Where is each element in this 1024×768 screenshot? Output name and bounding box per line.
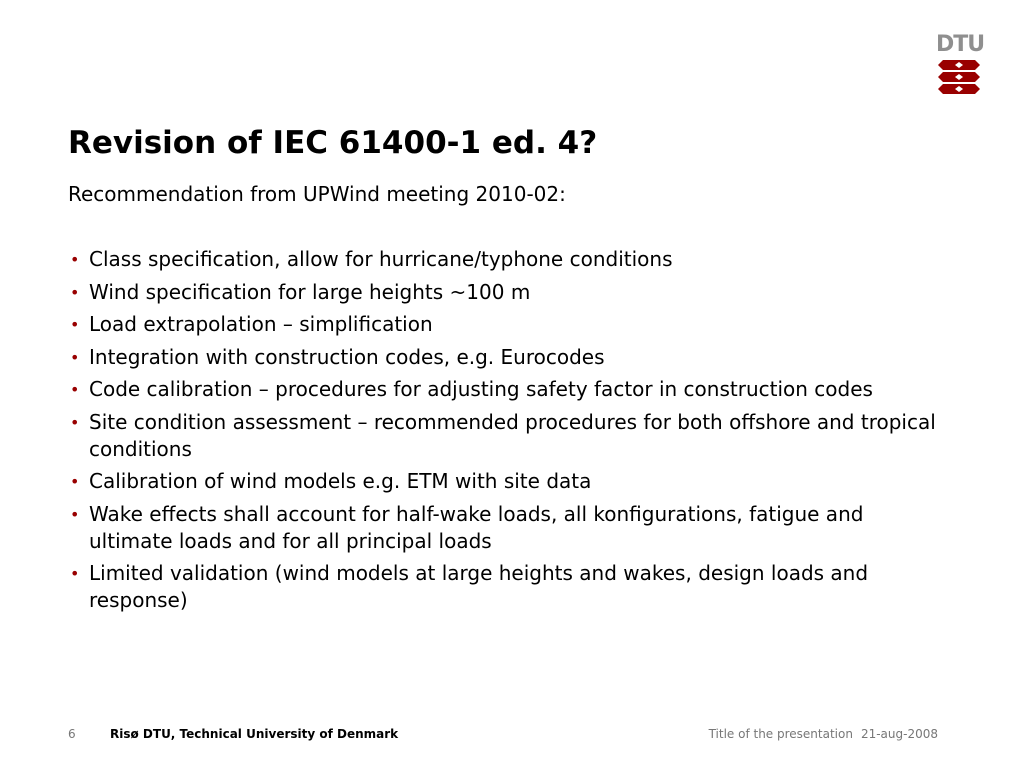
bullet-item-code-calibration [68,376,948,403]
bullet-item-wind-specification [68,279,948,306]
dtu-logo-icon [938,60,980,94]
bullet-item-site-condition [68,409,948,463]
bullet-dot-icon: • [70,472,80,491]
bullet-text: Load extrapolation – simplification [89,312,433,336]
slide-subtitle: Recommendation from UPWind meeting 2010-02: [68,182,566,206]
footer-presentation-title: Title of the presentation [708,727,853,741]
bullet-text: Class specification, allow for hurricane/typhone conditions [89,247,673,271]
bullet-text: Wind specification for large heights ~100 m [89,279,531,304]
bullet-item-wake-effects [68,501,948,555]
footer-right [709,727,938,741]
bullet-text: Integration with construction codes, e.g. Eurocodes [89,344,605,369]
bullet-dot-icon: • [70,564,80,583]
bullet-text: Code calibration – procedures for adjusting safety factor in construction codes [89,377,873,401]
bullet-item-calibration-wind-models [68,468,948,495]
bullet-dot-icon: • [70,504,80,524]
bullet-item-load-extrapolation [68,311,948,338]
bullet-text: Limited validation (wind models at large heights and wakes, design loads and response) [89,561,869,612]
bullet-text: Site condition assessment – recommended procedures for both offshore and tropical conditions [89,409,936,461]
bullet-text: Wake effects shall account for half-wake loads, all konfigurations, fatigue and ultimate loads and for all principal loads [89,501,864,553]
bullet-dot-icon: • [70,347,80,367]
bullet-dot-icon: • [70,315,80,334]
bullet-dot-icon: • [70,282,80,302]
dtu-logo [936,32,985,96]
bullet-item-class-specification [68,246,948,273]
footer-date: 21-aug-2008 [860,727,938,741]
bullet-dot-icon: • [70,250,80,269]
logo-text: DTU [936,32,985,57]
bullet-dot-icon: • [70,380,80,399]
footer-organization: Risø DTU, Technical University of Denmark [110,727,399,741]
bullet-text: Calibration of wind models e.g. ETM with site data [89,469,592,493]
page-number: 6 [68,727,76,741]
bullet-item-integration [68,344,948,371]
bullet-dot-icon: • [70,412,80,432]
slide-title: Revision of IEC 61400-1 ed. 4? [68,125,598,161]
bullet-list [68,246,948,620]
bullet-item-limited-validation [68,560,948,614]
